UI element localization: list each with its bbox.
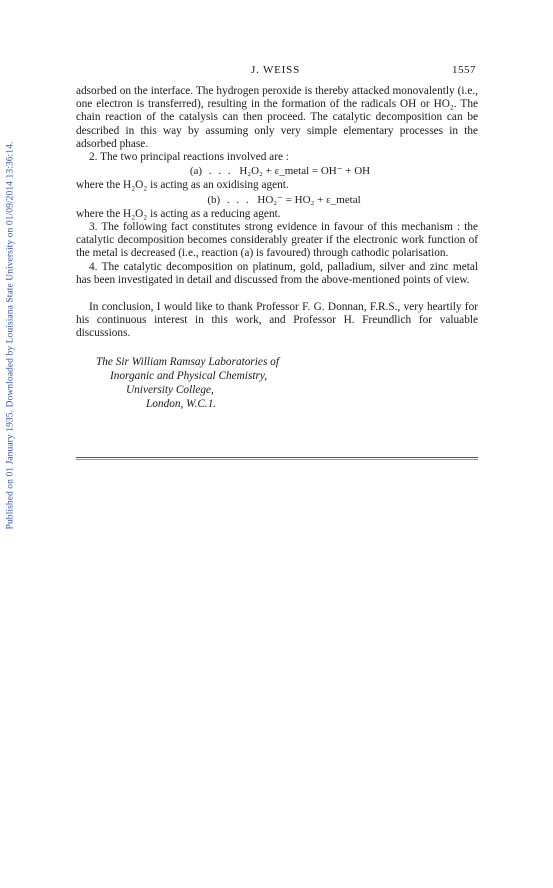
paragraph-oxidising: where the H₂O₂ is acting as an oxidising agent.: [76, 179, 289, 192]
paragraph-reducing: where the H₂O₂ is acting as a reducing agent.: [76, 207, 281, 220]
author-address: [76, 355, 478, 411]
address-line-3: University College,: [126, 383, 214, 396]
paragraph-point-3: 3. The following fact constitutes strong evidence in favour of this mechanism : the catalytic decomposition becomes considerably greater if the electronic work function of the metal is decreased (i.e., reaction (a) is favoured) through cathodic polarisation.: [76, 221, 478, 260]
paragraph-point-2: 2. The two principal reactions involved are :: [89, 151, 289, 164]
address-line-2: Inorganic and Physical Chemistry,: [110, 369, 268, 382]
equation-a-dots: . . .: [208, 165, 233, 178]
equation-a-label: (a): [189, 165, 203, 178]
running-head-author: J. WEISS: [251, 64, 300, 76]
equation-b-expression: HO₂⁻ = HO₂ + ε_metal: [257, 193, 361, 206]
download-notice-text: Published on 01 January 1935. Downloaded by Louisiana State University on 01/09/2014 13:36:14.: [4, 141, 16, 529]
address-line-4: London, W.C.1.: [146, 397, 217, 410]
paragraph-mechanism: adsorbed on the interface. The hydrogen peroxide is thereby attacked monovalently (i.e., one electron is transferred), resulting in the formation of the radicals OH or HO₂. The chain reaction of the catalysis can then proceed. The catalytic decomposition can be described in this way by assuming only very simple elementary processes in the adsorbed phase.: [76, 85, 478, 150]
equation-a-expression: H₂O₂ + ε_metal = OH⁻ + OH: [239, 165, 371, 178]
address-line-1: The Sir William Ramsay Laboratories of: [96, 355, 279, 368]
article-body: [76, 85, 478, 411]
equation-a: [76, 165, 478, 178]
equation-b: [76, 194, 478, 207]
end-rule-divider: [76, 457, 478, 460]
acknowledgement-paragraph: In conclusion, I would like to thank Professor F. G. Donnan, F.R.S., very heartily for his continuous interest in this work, and Professor H. Freundlich for valuable discussions.: [76, 301, 478, 340]
download-notice-sidebar: [2, 120, 18, 550]
equation-b-dots: . . .: [226, 193, 251, 206]
equation-b-label: (b): [207, 193, 221, 206]
paragraph-point-4: 4. The catalytic decomposition on platinum, gold, palladium, silver and zinc metal has been investigated in detail and discussed from the above-mentioned points of view.: [76, 260, 478, 286]
page-number: 1557: [452, 64, 476, 76]
page-header: [76, 64, 476, 78]
